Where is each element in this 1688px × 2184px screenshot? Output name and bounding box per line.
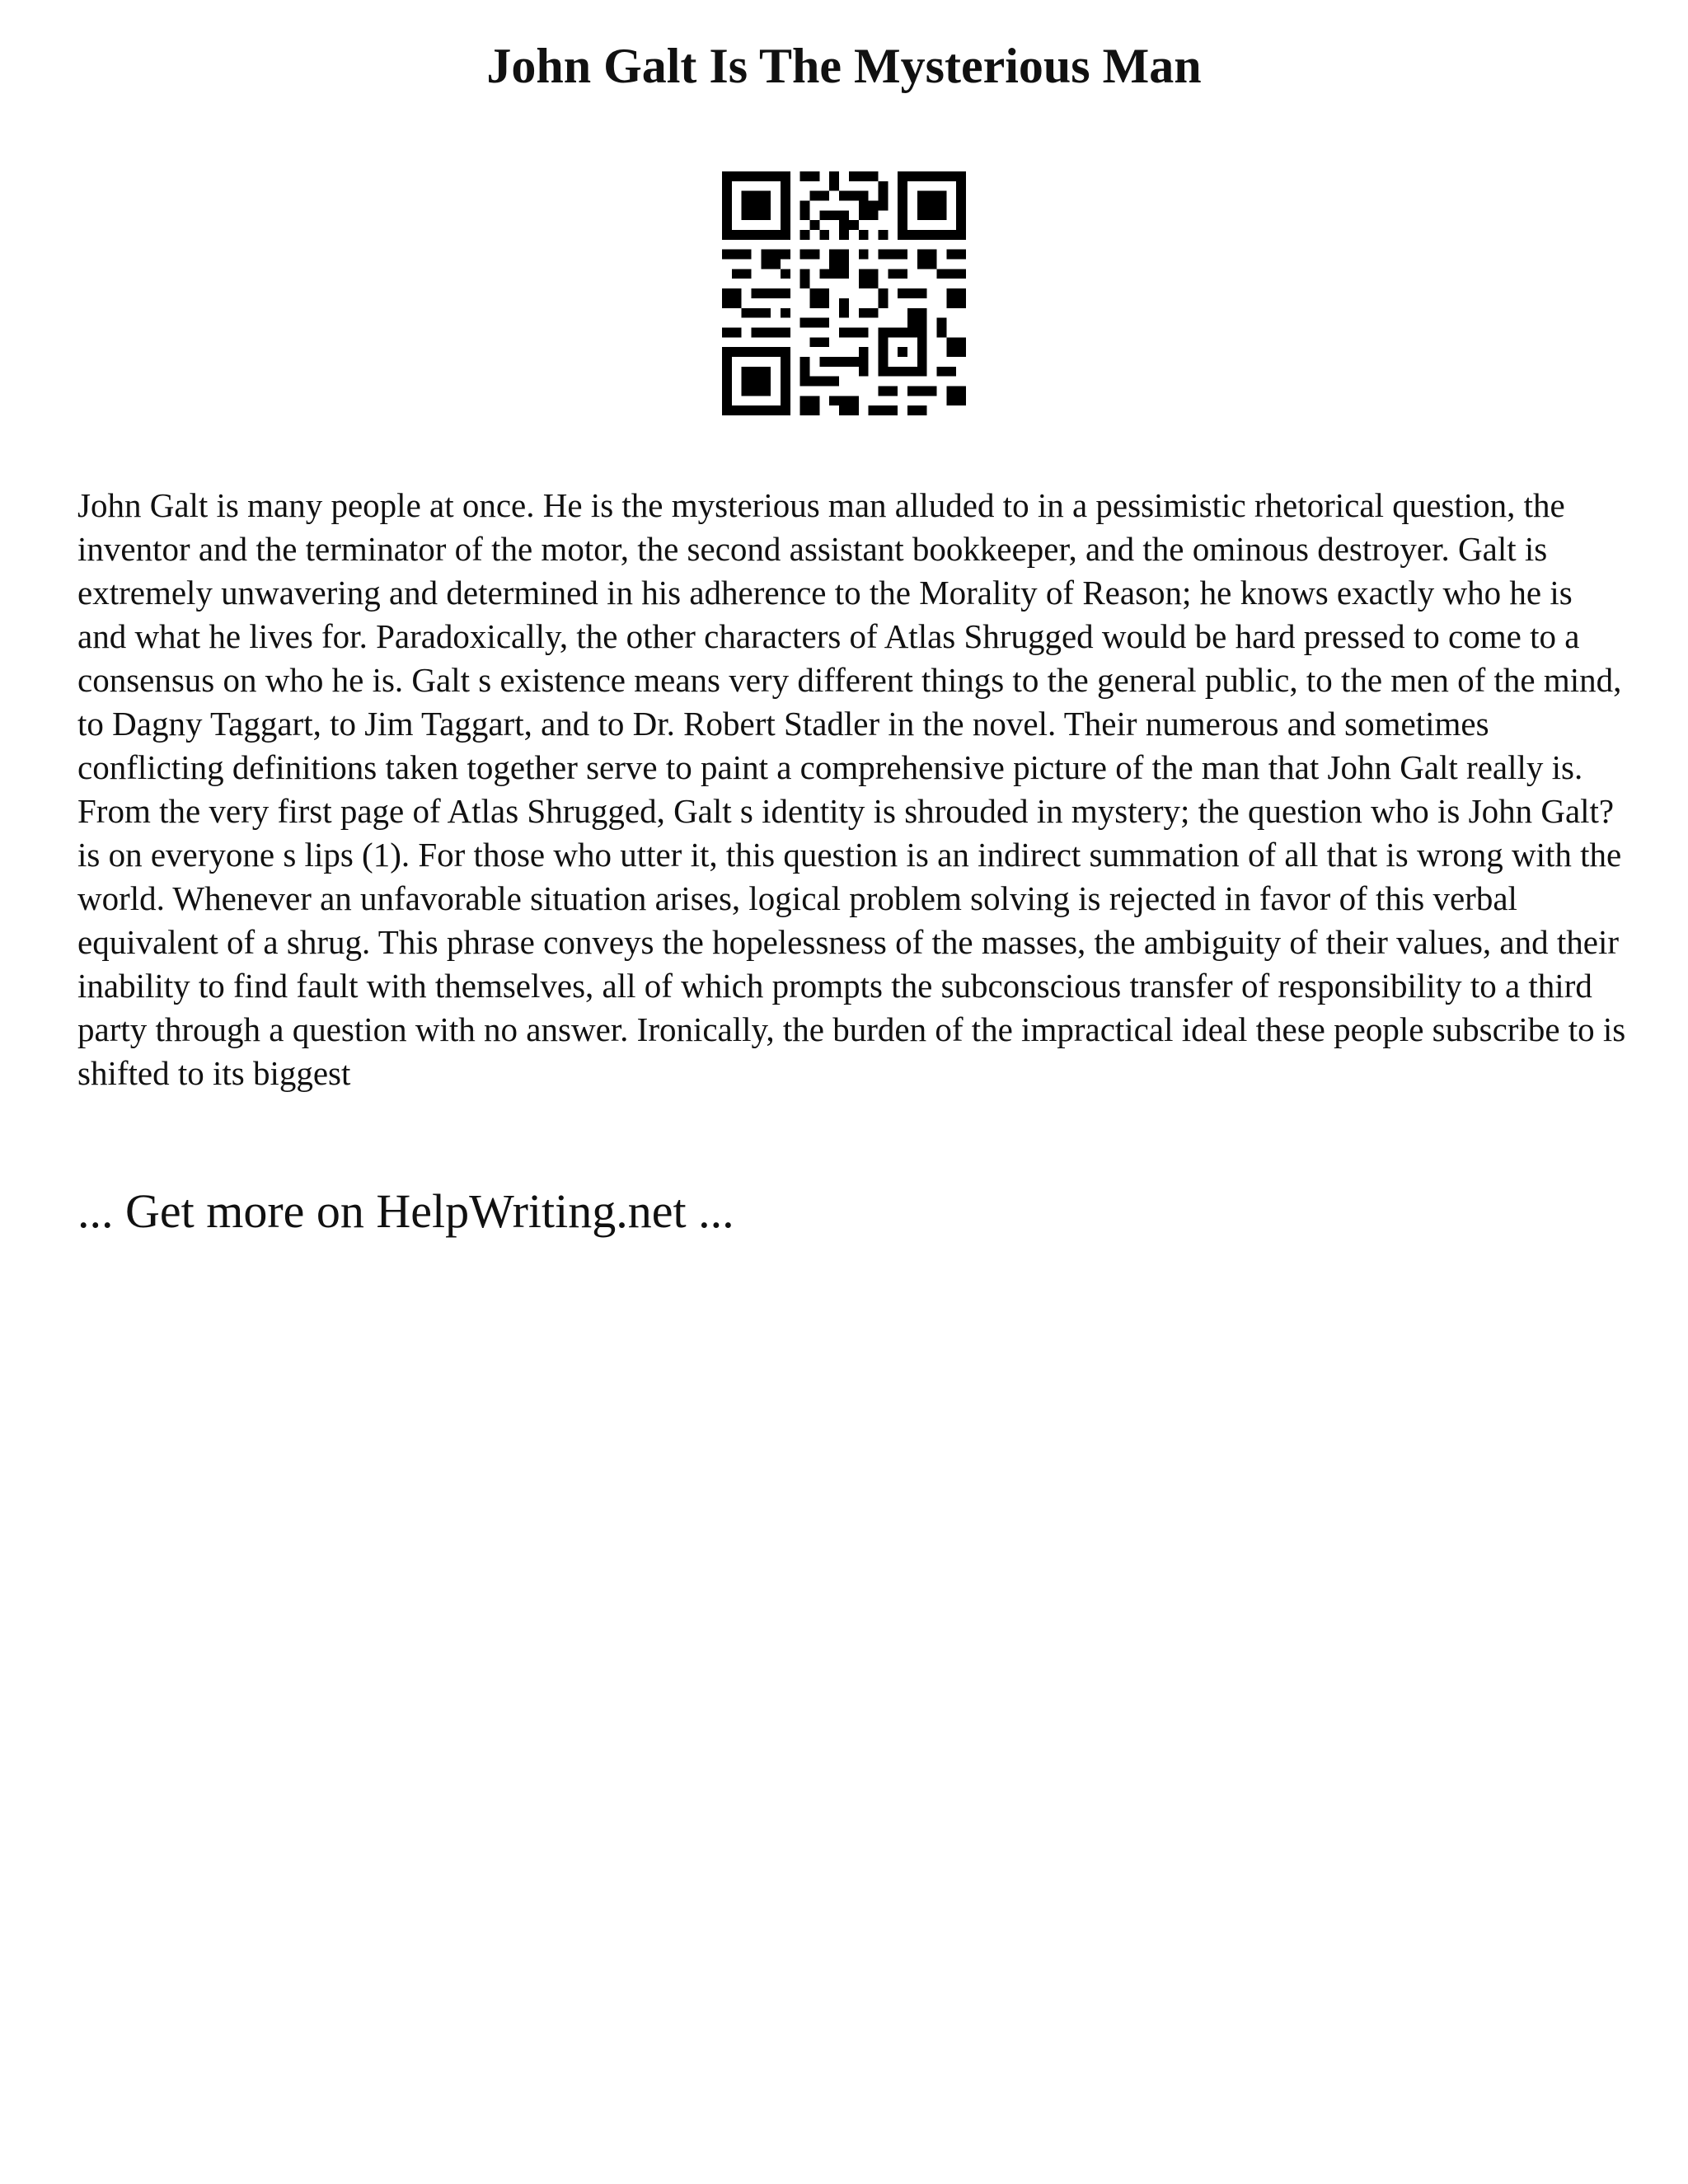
get-more-link[interactable]: ... Get more on HelpWriting.net ... [77, 1184, 734, 1238]
paragraph-2: From the very first page of Atlas Shrugged, Galt s identity is shrouded in mystery; the question who is John Galt? is on everyone s lips (1). For those who utter it, this question is an indirect summation of all that is wrong with the world. Whenever an unfavorable situation arises, logical problem solving is rejected in favor of this verbal equivalent of a shrug. This phrase conveys the hopelessness of the masses, the ambiguity of their values, and their inability to find fault with themselves, all of which prompts the subconscious transfer of responsibility to a third party through a question with no answer. Ironically, the burden of the impractical ideal these people subscribe to is shifted to its biggest [77, 792, 1626, 1092]
paragraph-1: John Galt is many people at once. He is the mysterious man alluded to in a pessimistic rhetorical question, the inventor and the terminator of the motor, the second assistant bookkeeper, and the ominous destroyer. Galt is extremely unwavering and determined in his adherence to the Morality of Reason; he knows exactly who he is and what he lives for. Paradoxically, the other characters of Atlas Shrugged would be hard pressed to come to a consensus on who he is. Galt s existence means very different things to the general public, to the men of the mind, to Dagny Taggart, to Jim Taggart, and to Dr. Robert Stadler in the novel. Their numerous and sometimes conflicting definitions taken together serve to paint a comprehensive picture of the man that John Galt really is. [77, 486, 1622, 786]
page-title: John Galt Is The Mysterious Man [486, 39, 1202, 93]
qr-code-icon [722, 171, 966, 415]
article-body [77, 484, 1627, 1095]
